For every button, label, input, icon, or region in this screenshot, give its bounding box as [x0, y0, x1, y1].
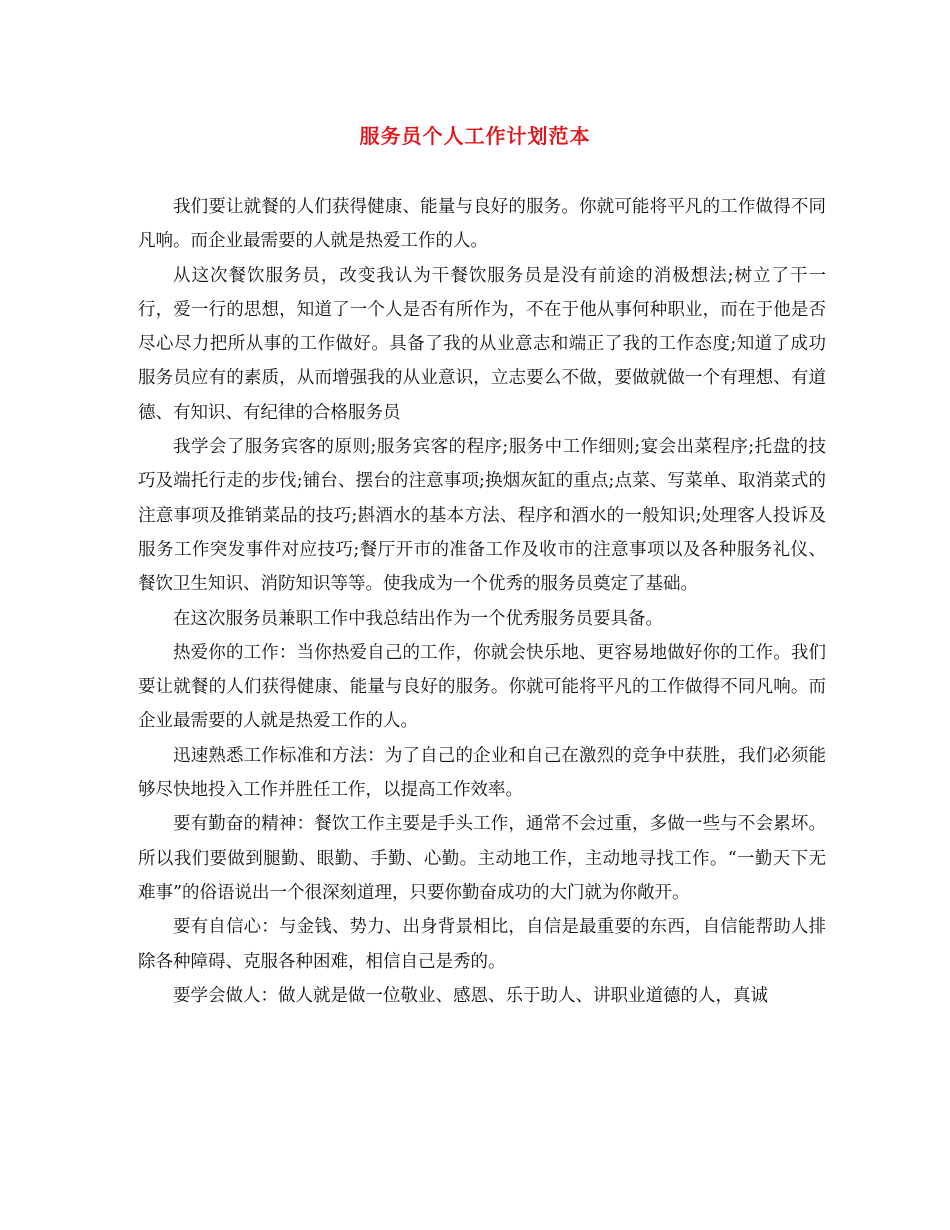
paragraph: 在这次服务员兼职工作中我总结出作为一个优秀服务员要具备。	[173, 608, 663, 629]
paragraph: 热爱你的工作：当你热爱自己的工作，你就会快乐地、更容易地做好你的工作。我们要让就餐的人们获得健康、能量与良好的服务。你就可能将平凡的工作做得不同凡响。而企业最需要的人就是热爱工作的人。	[138, 642, 826, 732]
paragraph: 迅速熟悉工作标准和方法：为了自己的企业和自己在激烈的竞争中获胜，我们必须能够尽快地投入工作并胜任工作，以提高工作效率。	[138, 745, 826, 801]
document-body	[138, 190, 826, 1013]
paragraph: 要有勤奋的精神：餐饮工作主要是手头工作，通常不会过重，多做一些与不会累坏。所以我们要做到腿勤、眼勤、手勤、心勤。主动地工作，主动地寻找工作。“一勤天下无难事”的俗语说出一个很深刻道理，只要你勤奋成功的大门就为你敞开。	[138, 814, 826, 903]
document-title: 服务员个人工作计划范本	[359, 124, 591, 148]
paragraph: 我们要让就餐的人们获得健康、能量与良好的服务。你就可能将平凡的工作做得不同凡响。而企业最需要的人就是热爱工作的人。	[138, 197, 826, 252]
paragraph: 要学会做人：做人就是做一位敬业、感恩、乐于助人、讲职业道德的人，真诚	[173, 985, 768, 1006]
paragraph: 我学会了服务宾客的原则;服务宾客的程序;服务中工作细则;宴会出菜程序;托盘的技巧及端托行走的步伐;铺台、摆台的注意事项;换烟灰缸的重点;点菜、写菜单、取消菜式的注意事项及推销菜品的技巧;斟酒水的基本方法、程序和酒水的一般知识;处理客人投诉及服务工作突发事件对应技巧;餐厅开市的准备工作及收市的注意事项以及各种服务礼仪、餐饮卫生知识、消防知识等等。使我成为一个优秀的服务员奠定了基础。	[138, 437, 826, 595]
paragraph: 从这次餐饮服务员，改变我认为干餐饮服务员是没有前途的消极想法;树立了干一行，爱一行的思想，知道了一个人是否有所作为，不在于他从事何种职业，而在于他是否尽心尽力把所从事的工作做好。具备了我的从业意志和端正了我的工作态度;知道了成功服务员应有的素质，从而增强我的从业意识，立志要么不做，要做就做一个有理想、有道德、有知识、有纪律的合格服务员	[138, 265, 826, 423]
paragraph: 要有自信心：与金钱、势力、出身背景相比，自信是最重要的东西，自信能帮助人排除各种障碍、克服各种困难，相信自己是秀的。	[138, 917, 826, 972]
